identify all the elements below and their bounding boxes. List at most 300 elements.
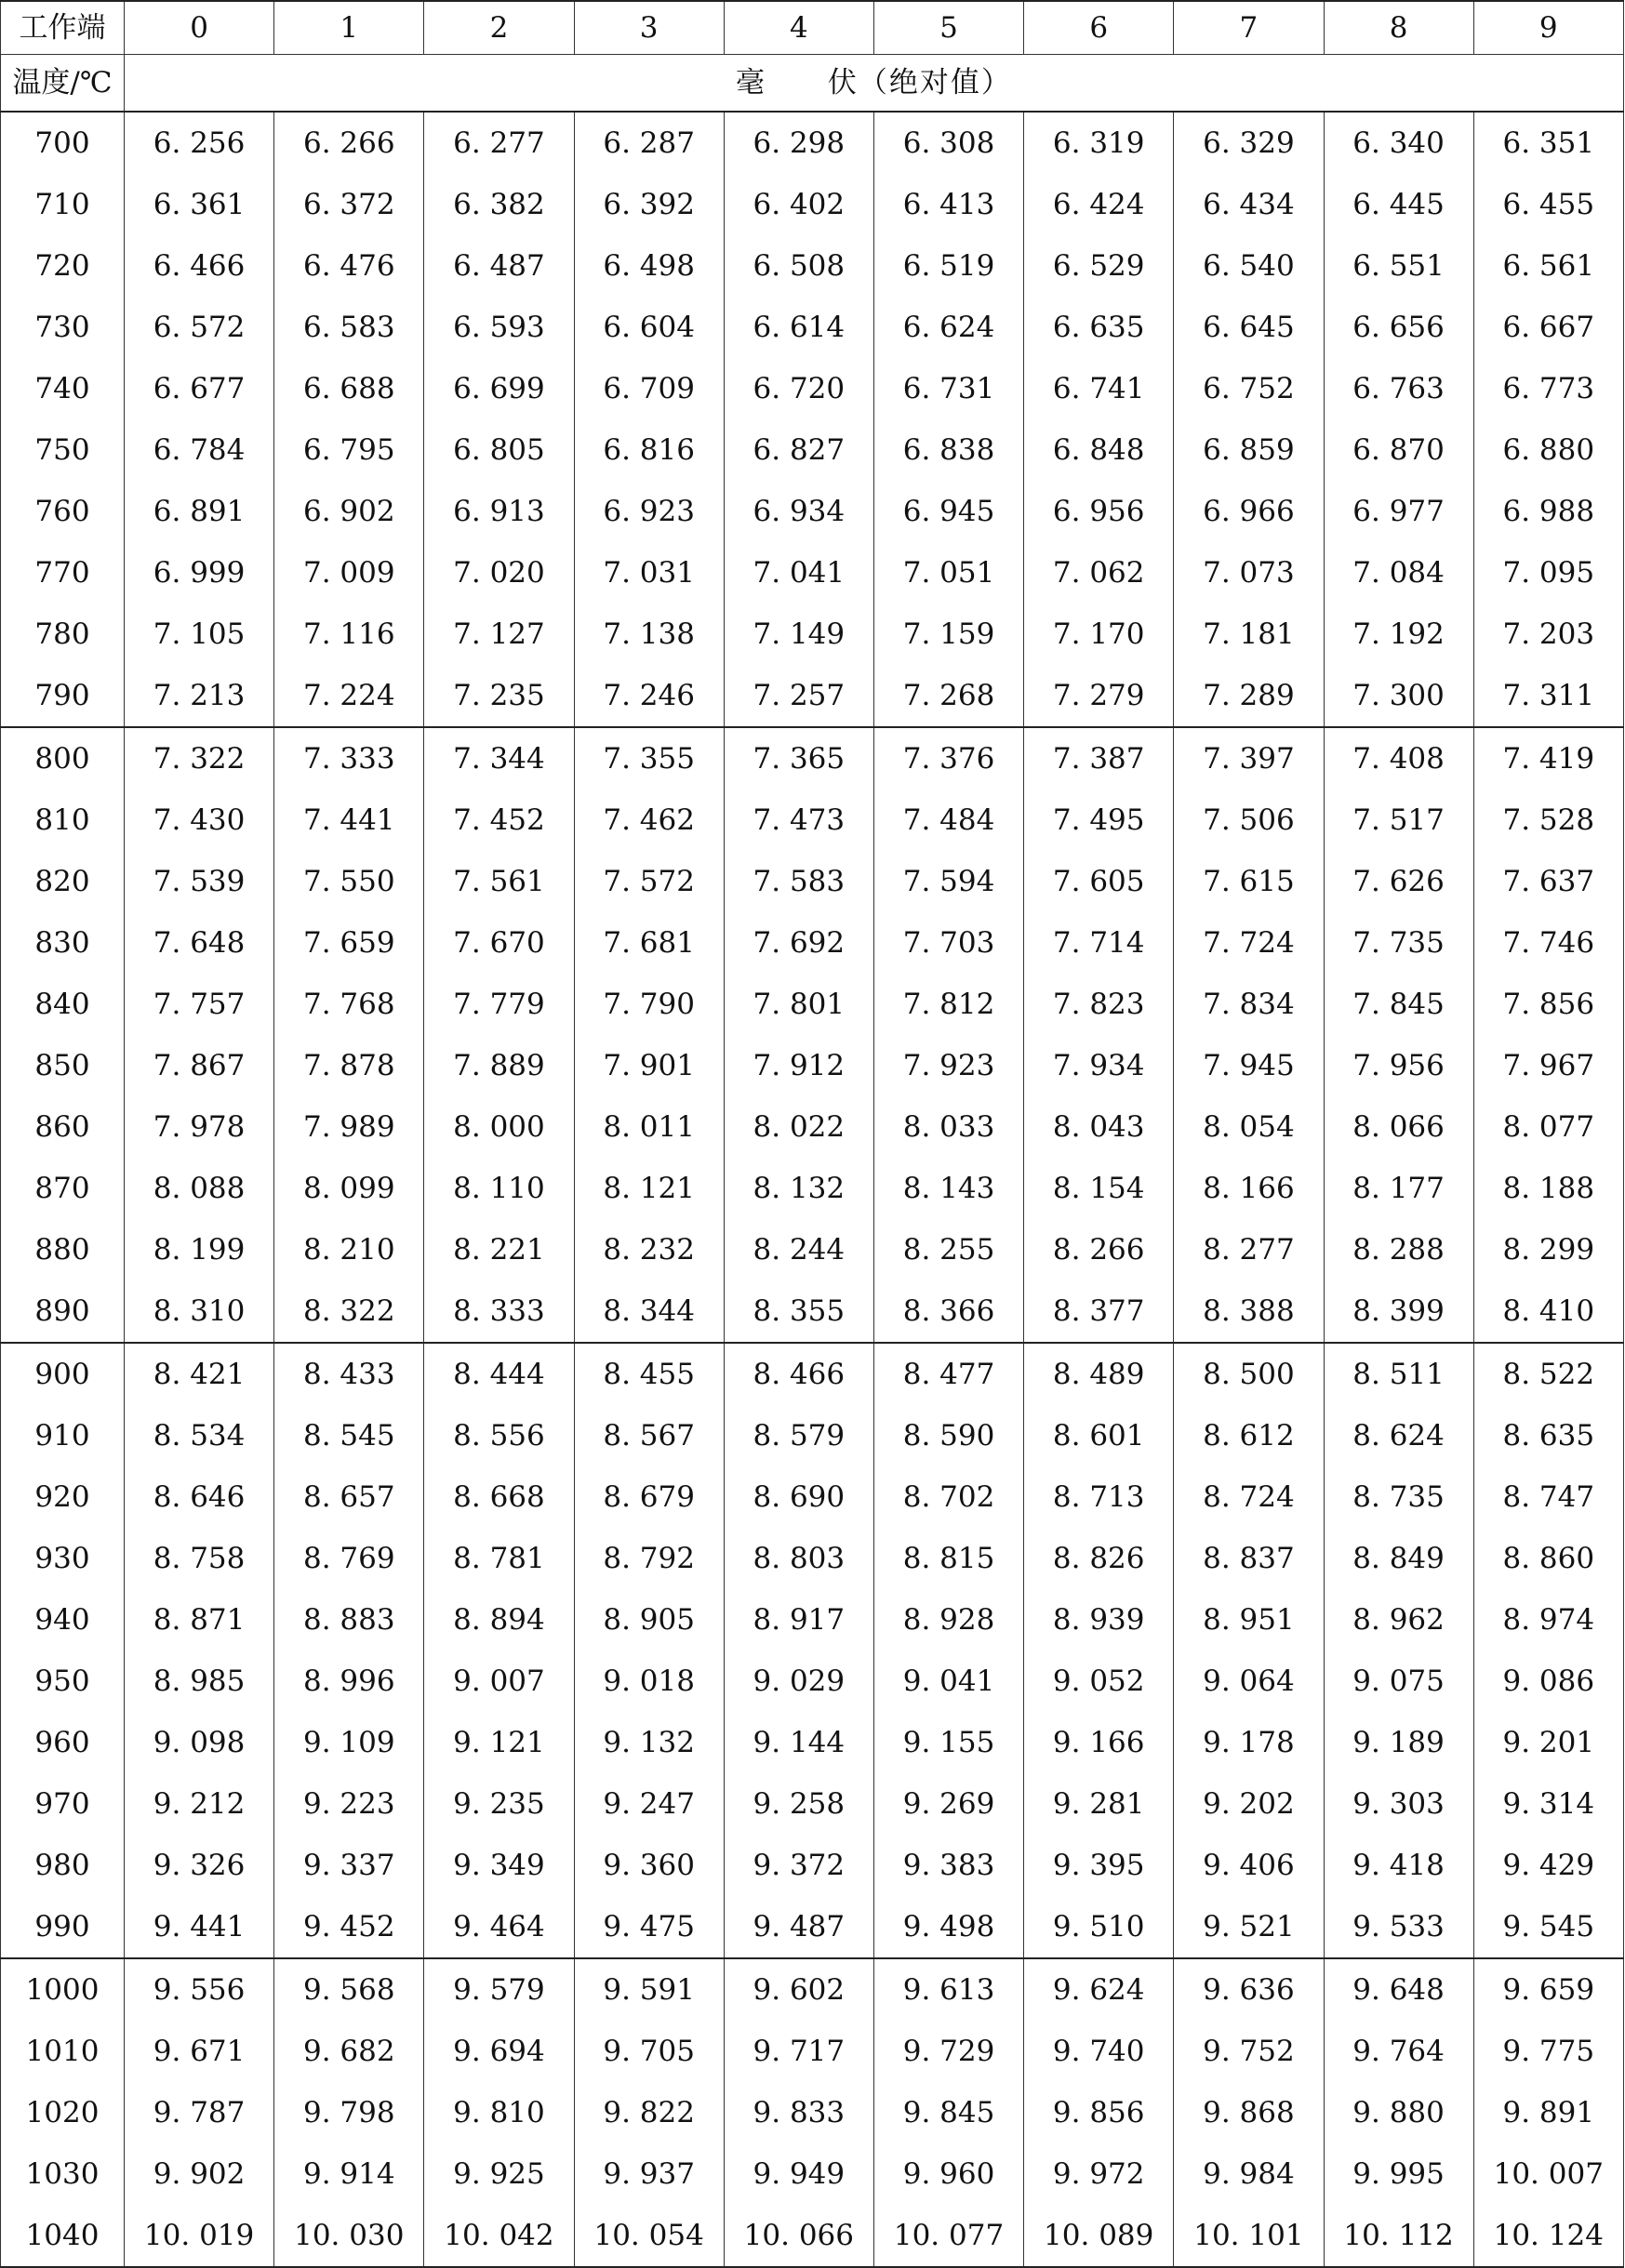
millivolt-cell: 9. 972 — [1024, 2143, 1174, 2205]
millivolt-cell: 9. 155 — [873, 1712, 1023, 1773]
millivolt-cell: 8. 849 — [1324, 1528, 1473, 1589]
millivolt-cell: 7. 768 — [274, 974, 424, 1035]
millivolt-cell: 8. 962 — [1324, 1589, 1473, 1651]
millivolt-cell: 8. 985 — [125, 1651, 274, 1712]
column-header: 1 — [274, 1, 424, 55]
millivolt-cell: 8. 066 — [1324, 1096, 1473, 1158]
millivolt-cell: 9. 281 — [1024, 1773, 1174, 1835]
millivolt-cell: 7. 213 — [125, 665, 274, 727]
millivolt-cell: 7. 878 — [274, 1035, 424, 1096]
millivolt-cell: 7. 149 — [724, 603, 873, 665]
millivolt-cell: 6. 508 — [724, 235, 873, 297]
millivolt-cell: 6. 329 — [1174, 112, 1324, 174]
millivolt-cell: 9. 949 — [724, 2143, 873, 2205]
millivolt-cell: 7. 279 — [1024, 665, 1174, 727]
millivolt-cell: 9. 041 — [873, 1651, 1023, 1712]
millivolt-cell: 7. 430 — [125, 789, 274, 851]
row-temperature: 800 — [1, 727, 125, 789]
millivolt-cell: 8. 511 — [1324, 1343, 1473, 1405]
millivolt-cell: 7. 300 — [1324, 665, 1473, 727]
table-row — [1, 358, 1624, 419]
millivolt-cell: 7. 020 — [424, 542, 574, 603]
row-temperature: 830 — [1, 912, 125, 974]
millivolt-cell: 7. 867 — [125, 1035, 274, 1096]
millivolt-cell: 9. 064 — [1174, 1651, 1324, 1712]
millivolt-cell: 8. 344 — [574, 1280, 724, 1343]
millivolt-cell: 7. 923 — [873, 1035, 1023, 1096]
millivolt-cell: 8. 210 — [274, 1219, 424, 1280]
millivolt-cell: 7. 703 — [873, 912, 1023, 974]
row-temperature: 940 — [1, 1589, 125, 1651]
column-header: 9 — [1473, 1, 1623, 55]
millivolt-cell: 6. 999 — [125, 542, 274, 603]
millivolt-cell: 8. 377 — [1024, 1280, 1174, 1343]
millivolt-cell: 9. 775 — [1473, 2021, 1623, 2082]
column-header: 5 — [873, 1, 1023, 55]
row-temperature: 890 — [1, 1280, 125, 1343]
millivolt-cell: 9. 429 — [1473, 1835, 1623, 1896]
millivolt-cell: 6. 795 — [274, 419, 424, 481]
millivolt-cell: 9. 314 — [1473, 1773, 1623, 1835]
millivolt-cell: 7. 203 — [1473, 603, 1623, 665]
millivolt-cell: 7. 408 — [1324, 727, 1473, 789]
millivolt-cell: 8. 177 — [1324, 1158, 1473, 1219]
millivolt-cell: 10. 124 — [1473, 2205, 1623, 2267]
millivolt-cell: 7. 626 — [1324, 851, 1473, 912]
table-row — [1, 603, 1624, 665]
row-temperature: 950 — [1, 1651, 125, 1712]
millivolt-cell: 7. 441 — [274, 789, 424, 851]
millivolt-cell: 9. 452 — [274, 1896, 424, 1958]
row-temperature: 1040 — [1, 2205, 125, 2267]
row-temperature: 710 — [1, 174, 125, 235]
millivolt-cell: 9. 360 — [574, 1835, 724, 1896]
millivolt-cell: 6. 763 — [1324, 358, 1473, 419]
millivolt-cell: 7. 648 — [125, 912, 274, 974]
millivolt-cell: 8. 121 — [574, 1158, 724, 1219]
millivolt-cell: 6. 945 — [873, 481, 1023, 542]
millivolt-cell: 7. 956 — [1324, 1035, 1473, 1096]
millivolt-cell: 6. 351 — [1473, 112, 1623, 174]
column-header: 4 — [724, 1, 873, 55]
millivolt-cell: 8. 244 — [724, 1219, 873, 1280]
millivolt-cell: 6. 988 — [1473, 481, 1623, 542]
millivolt-cell: 8. 534 — [125, 1405, 274, 1466]
millivolt-cell: 7. 989 — [274, 1096, 424, 1158]
row-temperature: 880 — [1, 1219, 125, 1280]
millivolt-cell: 7. 637 — [1473, 851, 1623, 912]
millivolt-cell: 6. 445 — [1324, 174, 1473, 235]
table-row — [1, 912, 1624, 974]
row-temperature: 850 — [1, 1035, 125, 1096]
row-temperature: 960 — [1, 1712, 125, 1773]
millivolt-cell: 9. 602 — [724, 1958, 873, 2021]
millivolt-cell: 10. 030 — [274, 2205, 424, 2267]
millivolt-cell: 9. 787 — [125, 2082, 274, 2143]
millivolt-cell: 7. 670 — [424, 912, 574, 974]
millivolt-cell: 7. 495 — [1024, 789, 1174, 851]
millivolt-cell: 9. 521 — [1174, 1896, 1324, 1958]
millivolt-cell: 6. 455 — [1473, 174, 1623, 235]
millivolt-cell: 8. 713 — [1024, 1466, 1174, 1528]
millivolt-cell: 8. 110 — [424, 1158, 574, 1219]
row-temperature: 900 — [1, 1343, 125, 1405]
millivolt-cell: 7. 714 — [1024, 912, 1174, 974]
table-row — [1, 665, 1624, 727]
table-row — [1, 1528, 1624, 1589]
millivolt-cell: 8. 917 — [724, 1589, 873, 1651]
millivolt-cell: 9. 475 — [574, 1896, 724, 1958]
table-row — [1, 1712, 1624, 1773]
millivolt-cell: 7. 735 — [1324, 912, 1473, 974]
table-row — [1, 1958, 1624, 2021]
millivolt-cell: 10. 101 — [1174, 2205, 1324, 2267]
millivolt-cell: 8. 905 — [574, 1589, 724, 1651]
millivolt-cell: 7. 473 — [724, 789, 873, 851]
millivolt-cell: 7. 757 — [125, 974, 274, 1035]
millivolt-cell: 7. 462 — [574, 789, 724, 851]
millivolt-cell: 9. 464 — [424, 1896, 574, 1958]
millivolt-cell: 9. 694 — [424, 2021, 574, 2082]
millivolt-cell: 9. 591 — [574, 1958, 724, 2021]
millivolt-cell: 8. 022 — [724, 1096, 873, 1158]
table-row — [1, 1589, 1624, 1651]
table-row — [1, 112, 1624, 174]
millivolt-cell: 6. 934 — [724, 481, 873, 542]
millivolt-cell: 7. 790 — [574, 974, 724, 1035]
millivolt-cell: 7. 062 — [1024, 542, 1174, 603]
millivolt-cell: 7. 105 — [125, 603, 274, 665]
millivolt-cell: 6. 298 — [724, 112, 873, 174]
millivolt-cell: 9. 925 — [424, 2143, 574, 2205]
row-temperature: 780 — [1, 603, 125, 665]
millivolt-cell: 8. 033 — [873, 1096, 1023, 1158]
millivolt-cell: 7. 322 — [125, 727, 274, 789]
millivolt-cell: 9. 178 — [1174, 1712, 1324, 1773]
millivolt-cell: 6. 604 — [574, 297, 724, 358]
row-temperature: 760 — [1, 481, 125, 542]
millivolt-cell: 8. 500 — [1174, 1343, 1324, 1405]
millivolt-cell: 10. 019 — [125, 2205, 274, 2267]
millivolt-cell: 6. 287 — [574, 112, 724, 174]
table-row — [1, 1096, 1624, 1158]
millivolt-cell: 8. 455 — [574, 1343, 724, 1405]
row-temperature: 980 — [1, 1835, 125, 1896]
millivolt-cell: 6. 277 — [424, 112, 574, 174]
millivolt-cell: 8. 837 — [1174, 1528, 1324, 1589]
table-row — [1, 1280, 1624, 1343]
millivolt-cell: 7. 912 — [724, 1035, 873, 1096]
millivolt-cell: 9. 007 — [424, 1651, 574, 1712]
table-row — [1, 1773, 1624, 1835]
millivolt-cell: 8. 299 — [1473, 1219, 1623, 1280]
table-row — [1, 1343, 1624, 1405]
millivolt-cell: 8. 099 — [274, 1158, 424, 1219]
millivolt-cell: 6. 848 — [1024, 419, 1174, 481]
millivolt-cell: 8. 894 — [424, 1589, 574, 1651]
row-temperature: 770 — [1, 542, 125, 603]
millivolt-cell: 9. 613 — [873, 1958, 1023, 2021]
millivolt-cell: 8. 410 — [1473, 1280, 1623, 1343]
millivolt-cell: 7. 856 — [1473, 974, 1623, 1035]
millivolt-cell: 9. 212 — [125, 1773, 274, 1835]
millivolt-cell: 7. 355 — [574, 727, 724, 789]
millivolt-cell: 10. 077 — [873, 2205, 1023, 2267]
table-row — [1, 1035, 1624, 1096]
millivolt-cell: 9. 498 — [873, 1896, 1023, 1958]
row-temperature: 730 — [1, 297, 125, 358]
millivolt-cell: 7. 344 — [424, 727, 574, 789]
millivolt-cell: 7. 073 — [1174, 542, 1324, 603]
millivolt-cell: 6. 498 — [574, 235, 724, 297]
table-row — [1, 974, 1624, 1035]
millivolt-cell: 7. 615 — [1174, 851, 1324, 912]
millivolt-cell: 7. 387 — [1024, 727, 1174, 789]
millivolt-cell: 8. 433 — [274, 1343, 424, 1405]
column-header: 7 — [1174, 1, 1324, 55]
millivolt-cell: 8. 556 — [424, 1405, 574, 1466]
millivolt-cell: 9. 902 — [125, 2143, 274, 2205]
table-row — [1, 542, 1624, 603]
millivolt-cell: 8. 000 — [424, 1096, 574, 1158]
millivolt-cell: 8. 154 — [1024, 1158, 1174, 1219]
millivolt-cell: 7. 397 — [1174, 727, 1324, 789]
millivolt-cell: 7. 181 — [1174, 603, 1324, 665]
millivolt-cell: 7. 583 — [724, 851, 873, 912]
millivolt-cell: 8. 322 — [274, 1280, 424, 1343]
millivolt-cell: 8. 277 — [1174, 1219, 1324, 1280]
millivolt-cell: 9. 086 — [1473, 1651, 1623, 1712]
millivolt-cell: 8. 690 — [724, 1466, 873, 1528]
millivolt-cell: 7. 031 — [574, 542, 724, 603]
millivolt-cell: 9. 856 — [1024, 2082, 1174, 2143]
millivolt-cell: 6. 816 — [574, 419, 724, 481]
millivolt-cell: 7. 724 — [1174, 912, 1324, 974]
millivolt-cell: 6. 424 — [1024, 174, 1174, 235]
millivolt-cell: 9. 406 — [1174, 1835, 1324, 1896]
row-temperature: 750 — [1, 419, 125, 481]
millivolt-cell: 7. 779 — [424, 974, 574, 1035]
table-row — [1, 1466, 1624, 1528]
millivolt-cell: 7. 681 — [574, 912, 724, 974]
millivolt-cell: 8. 545 — [274, 1405, 424, 1466]
millivolt-cell: 10. 042 — [424, 2205, 574, 2267]
millivolt-cell: 8. 815 — [873, 1528, 1023, 1589]
millivolt-cell: 8. 724 — [1174, 1466, 1324, 1528]
table-row — [1, 2021, 1624, 2082]
millivolt-cell: 9. 052 — [1024, 1651, 1174, 1712]
millivolt-cell: 9. 636 — [1174, 1958, 1324, 2021]
millivolt-cell: 8. 333 — [424, 1280, 574, 1343]
millivolt-cell: 9. 303 — [1324, 1773, 1473, 1835]
millivolt-cell: 8. 188 — [1473, 1158, 1623, 1219]
millivolt-cell: 6. 891 — [125, 481, 274, 542]
millivolt-cell: 8. 255 — [873, 1219, 1023, 1280]
millivolt-cell: 9. 984 — [1174, 2143, 1324, 2205]
millivolt-cell: 8. 803 — [724, 1528, 873, 1589]
millivolt-cell: 6. 266 — [274, 112, 424, 174]
millivolt-cell: 9. 891 — [1473, 2082, 1623, 2143]
millivolt-cell: 7. 823 — [1024, 974, 1174, 1035]
millivolt-cell: 10. 112 — [1324, 2205, 1473, 2267]
millivolt-cell: 8. 860 — [1473, 1528, 1623, 1589]
millivolt-cell: 7. 084 — [1324, 542, 1473, 603]
millivolt-cell: 9. 441 — [125, 1896, 274, 1958]
millivolt-cell: 6. 977 — [1324, 481, 1473, 542]
millivolt-cell: 6. 308 — [873, 112, 1023, 174]
millivolt-cell: 9. 995 — [1324, 2143, 1473, 2205]
millivolt-cell: 7. 376 — [873, 727, 1023, 789]
millivolt-cell: 7. 452 — [424, 789, 574, 851]
millivolt-cell: 7. 978 — [125, 1096, 274, 1158]
millivolt-cell: 7. 746 — [1473, 912, 1623, 974]
millivolt-cell: 9. 337 — [274, 1835, 424, 1896]
millivolt-cell: 7. 801 — [724, 974, 873, 1035]
millivolt-cell: 7. 539 — [125, 851, 274, 912]
millivolt-cell: 7. 095 — [1473, 542, 1623, 603]
row-temperature: 700 — [1, 112, 125, 174]
column-header: 6 — [1024, 1, 1174, 55]
millivolt-cell: 6. 838 — [873, 419, 1023, 481]
millivolt-cell: 8. 657 — [274, 1466, 424, 1528]
millivolt-cell: 8. 679 — [574, 1466, 724, 1528]
millivolt-cell: 9. 326 — [125, 1835, 274, 1896]
millivolt-cell: 7. 659 — [274, 912, 424, 974]
millivolt-cell: 9. 624 — [1024, 1958, 1174, 2021]
millivolt-cell: 6. 614 — [724, 297, 873, 358]
millivolt-cell: 8. 996 — [274, 1651, 424, 1712]
millivolt-cell: 7. 333 — [274, 727, 424, 789]
millivolt-cell: 6. 720 — [724, 358, 873, 419]
row-temperature: 930 — [1, 1528, 125, 1589]
millivolt-cell: 9. 822 — [574, 2082, 724, 2143]
row-temperature: 740 — [1, 358, 125, 419]
millivolt-cell: 6. 752 — [1174, 358, 1324, 419]
millivolt-cell: 6. 870 — [1324, 419, 1473, 481]
millivolt-cell: 8. 366 — [873, 1280, 1023, 1343]
millivolt-cell: 7. 901 — [574, 1035, 724, 1096]
row-temperature: 970 — [1, 1773, 125, 1835]
millivolt-cell: 9. 189 — [1324, 1712, 1473, 1773]
millivolt-cell: 7. 692 — [724, 912, 873, 974]
header-row-unit — [1, 55, 1624, 113]
millivolt-cell: 6. 902 — [274, 481, 424, 542]
millivolt-cell: 9. 349 — [424, 1835, 574, 1896]
millivolt-cell: 6. 413 — [873, 174, 1023, 235]
table-row — [1, 1219, 1624, 1280]
millivolt-cell: 9. 383 — [873, 1835, 1023, 1896]
millivolt-cell: 8. 974 — [1473, 1589, 1623, 1651]
millivolt-cell: 9. 659 — [1473, 1958, 1623, 2021]
millivolt-cell: 9. 682 — [274, 2021, 424, 2082]
millivolt-cell: 10. 007 — [1473, 2143, 1623, 2205]
millivolt-cell: 9. 568 — [274, 1958, 424, 2021]
millivolt-cell: 7. 235 — [424, 665, 574, 727]
millivolt-cell: 6. 923 — [574, 481, 724, 542]
millivolt-cell: 8. 288 — [1324, 1219, 1473, 1280]
millivolt-cell: 6. 519 — [873, 235, 1023, 297]
millivolt-cell: 7. 572 — [574, 851, 724, 912]
millivolt-cell: 9. 075 — [1324, 1651, 1473, 1712]
millivolt-cell: 6. 645 — [1174, 297, 1324, 358]
table-row — [1, 235, 1624, 297]
table-row — [1, 1158, 1624, 1219]
millivolt-cell: 9. 914 — [274, 2143, 424, 2205]
millivolt-cell: 8. 567 — [574, 1405, 724, 1466]
millivolt-cell: 8. 399 — [1324, 1280, 1473, 1343]
table-row — [1, 2143, 1624, 2205]
millivolt-cell: 6. 859 — [1174, 419, 1324, 481]
table-row — [1, 1835, 1624, 1896]
millivolt-cell: 9. 235 — [424, 1773, 574, 1835]
millivolt-cell: 9. 960 — [873, 2143, 1023, 2205]
millivolt-cell: 9. 579 — [424, 1958, 574, 2021]
table-row — [1, 1896, 1624, 1958]
millivolt-cell: 7. 041 — [724, 542, 873, 603]
millivolt-cell: 9. 533 — [1324, 1896, 1473, 1958]
table-row — [1, 1405, 1624, 1466]
millivolt-cell: 9. 556 — [125, 1958, 274, 2021]
unit-label: 毫 伏（绝对值） — [125, 55, 1624, 113]
millivolt-cell: 10. 054 — [574, 2205, 724, 2267]
millivolt-cell: 6. 561 — [1473, 235, 1623, 297]
column-header: 8 — [1324, 1, 1473, 55]
row-temperature: 1020 — [1, 2082, 125, 2143]
millivolt-cell: 9. 648 — [1324, 1958, 1473, 2021]
millivolt-cell: 9. 740 — [1024, 2021, 1174, 2082]
row-temperature: 820 — [1, 851, 125, 912]
millivolt-cell: 8. 747 — [1473, 1466, 1623, 1528]
millivolt-cell: 6. 361 — [125, 174, 274, 235]
table-row — [1, 419, 1624, 481]
millivolt-cell: 6. 656 — [1324, 297, 1473, 358]
millivolt-cell: 6. 688 — [274, 358, 424, 419]
corner-label-bottom: 温度/℃ — [1, 55, 125, 113]
header-row-columns — [1, 1, 1624, 55]
millivolt-cell: 8. 043 — [1024, 1096, 1174, 1158]
millivolt-cell: 7. 561 — [424, 851, 574, 912]
millivolt-cell: 8. 232 — [574, 1219, 724, 1280]
millivolt-cell: 8. 444 — [424, 1343, 574, 1405]
millivolt-cell: 7. 116 — [274, 603, 424, 665]
table-row — [1, 727, 1624, 789]
millivolt-cell: 9. 845 — [873, 2082, 1023, 2143]
millivolt-cell: 7. 945 — [1174, 1035, 1324, 1096]
millivolt-cell: 9. 202 — [1174, 1773, 1324, 1835]
millivolt-cell: 9. 487 — [724, 1896, 873, 1958]
millivolt-cell: 7. 365 — [724, 727, 873, 789]
millivolt-cell: 9. 545 — [1473, 1896, 1623, 1958]
millivolt-cell: 8. 477 — [873, 1343, 1023, 1405]
row-temperature: 920 — [1, 1466, 125, 1528]
millivolt-cell: 7. 550 — [274, 851, 424, 912]
millivolt-cell: 7. 170 — [1024, 603, 1174, 665]
millivolt-cell: 6. 699 — [424, 358, 574, 419]
column-header: 3 — [574, 1, 724, 55]
row-temperature: 810 — [1, 789, 125, 851]
millivolt-cell: 7. 506 — [1174, 789, 1324, 851]
row-temperature: 1030 — [1, 2143, 125, 2205]
millivolt-cell: 9. 269 — [873, 1773, 1023, 1835]
millivolt-cell: 8. 612 — [1174, 1405, 1324, 1466]
millivolt-cell: 8. 792 — [574, 1528, 724, 1589]
millivolt-cell: 9. 395 — [1024, 1835, 1174, 1896]
millivolt-cell: 6. 593 — [424, 297, 574, 358]
table-row — [1, 174, 1624, 235]
millivolt-cell: 9. 132 — [574, 1712, 724, 1773]
millivolt-cell: 7. 289 — [1174, 665, 1324, 727]
millivolt-cell: 8. 601 — [1024, 1405, 1174, 1466]
